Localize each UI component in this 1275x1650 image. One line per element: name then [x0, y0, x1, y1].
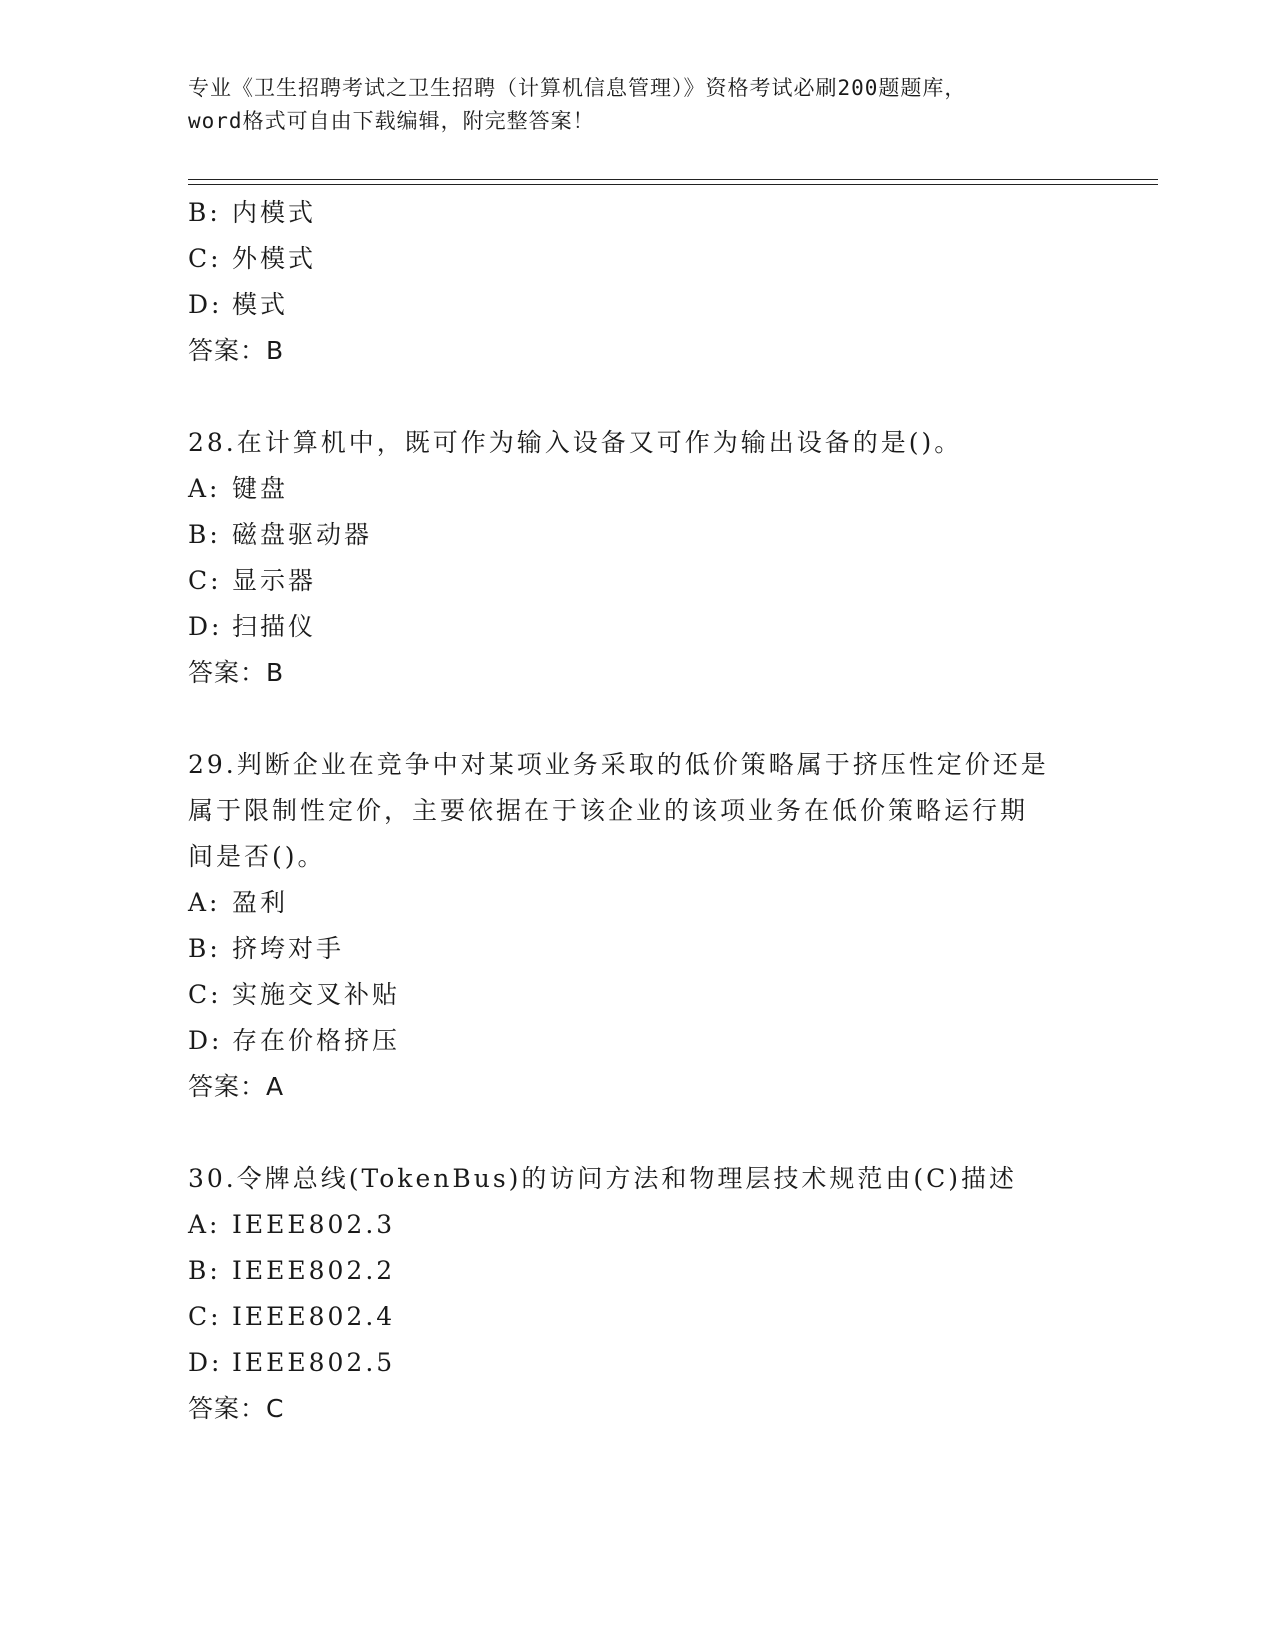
option-key: A: [188, 1210, 221, 1239]
option-text: 模式 [232, 290, 289, 319]
option-key: C: [188, 980, 222, 1009]
option-text: IEEE802.5 [232, 1348, 396, 1377]
option-key: A: [188, 888, 221, 917]
option-text: 挤垮对手 [232, 934, 345, 963]
option-line [188, 190, 1088, 236]
answer-line: 答案：A [188, 1072, 285, 1101]
option-text: 磁盘驱动器 [232, 520, 373, 549]
option-line [188, 1018, 1088, 1064]
prev-question-block [188, 190, 1088, 374]
option-text: 存在价格挤压 [232, 1026, 401, 1055]
question-stem: 间是否()。 [188, 842, 326, 871]
question-gap [188, 1110, 1088, 1156]
question-stem: 30.令牌总线(TokenBus)的访问方法和物理层技术规范由(C)描述 [188, 1164, 1018, 1193]
option-key: C: [188, 566, 222, 595]
option-text: 实施交叉补贴 [232, 980, 401, 1009]
question-gap [188, 374, 1088, 420]
option-line [188, 236, 1088, 282]
option-key: D: [188, 612, 223, 641]
option-key: B: [188, 934, 221, 963]
option-key: B: [188, 198, 221, 227]
option-text: IEEE802.2 [232, 1256, 396, 1285]
option-text: IEEE802.3 [232, 1210, 396, 1239]
option-line [188, 558, 1088, 604]
option-key: D: [188, 290, 223, 319]
option-line [188, 282, 1088, 328]
option-key: C: [188, 1302, 222, 1331]
option-text: 键盘 [232, 474, 289, 503]
option-key: D: [188, 1026, 223, 1055]
answer-line: 答案：B [188, 336, 285, 365]
option-key: C: [188, 244, 222, 273]
option-text: 盈利 [232, 888, 289, 917]
option-key: D: [188, 1348, 223, 1377]
question-28-block [188, 420, 1088, 696]
question-stem: 28.在计算机中，既可作为输入设备又可作为输出设备的是()。 [188, 428, 963, 457]
option-line [188, 926, 1088, 972]
question-gap [188, 696, 1088, 742]
option-line [188, 466, 1088, 512]
question-30-block [188, 1156, 1088, 1432]
option-line [188, 972, 1088, 1018]
question-stem: 29.判断企业在竞争中对某项业务采取的低价策略属于挤压性定价还是 [188, 750, 1049, 779]
option-key: B: [188, 1256, 221, 1285]
option-line [188, 512, 1088, 558]
option-line [188, 880, 1088, 926]
option-text: 内模式 [232, 198, 317, 227]
option-line [188, 604, 1088, 650]
page-header [188, 72, 1088, 138]
option-text: 外模式 [232, 244, 317, 273]
option-text: IEEE802.4 [232, 1302, 396, 1331]
option-line [188, 1340, 1088, 1386]
option-line [188, 1202, 1088, 1248]
header-divider [188, 179, 1158, 185]
header-line-2: word格式可自由下载编辑，附完整答案！ [188, 109, 595, 133]
answer-line: 答案：C [188, 1394, 285, 1423]
option-key: A: [188, 474, 221, 503]
header-line-1: 专业《卫生招聘考试之卫生招聘（计算机信息管理）》资格考试必刷200题题库， [188, 76, 967, 100]
option-text: 扫描仪 [232, 612, 317, 641]
answer-line: 答案：B [188, 658, 285, 687]
option-key: B: [188, 520, 221, 549]
question-29-block [188, 742, 1088, 1110]
option-text: 显示器 [232, 566, 317, 595]
option-line [188, 1294, 1088, 1340]
option-line [188, 1248, 1088, 1294]
question-stem: 属于限制性定价，主要依据在于该企业的该项业务在低价策略运行期 [188, 796, 1029, 825]
question-list [188, 190, 1088, 1432]
